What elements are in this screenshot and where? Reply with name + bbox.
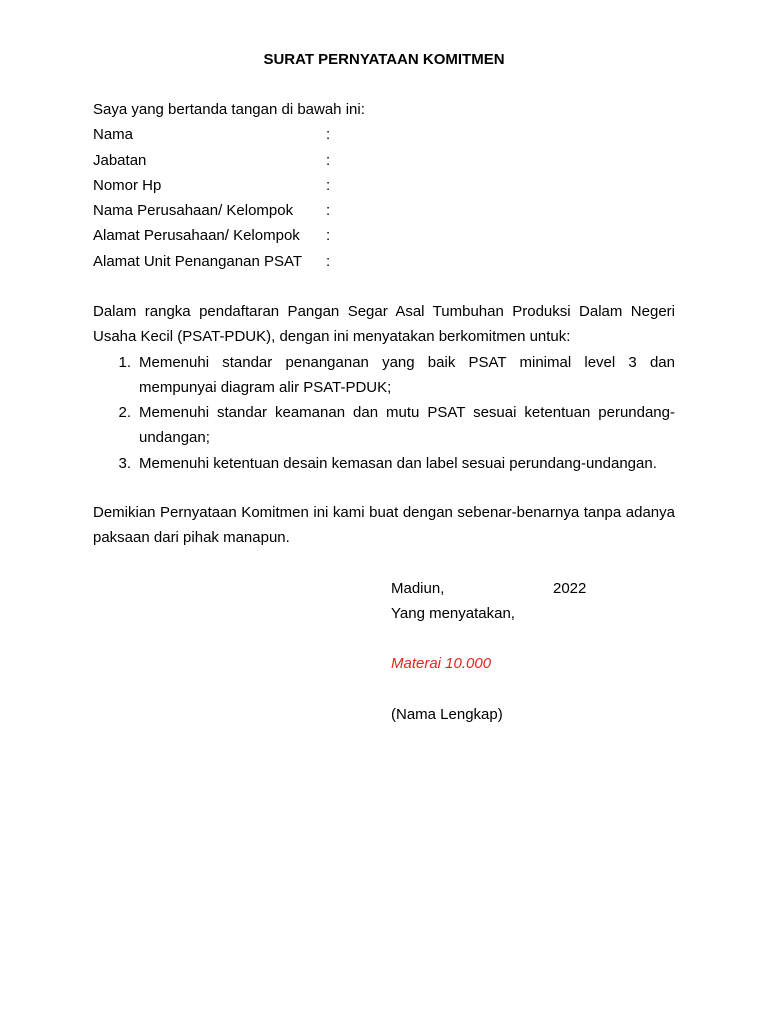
- field-row-nama: [93, 122, 675, 147]
- list-item: [93, 400, 675, 451]
- list-item: [93, 451, 675, 476]
- list-item: [93, 350, 675, 401]
- list-text: Memenuhi ketentuan desain kemasan dan label sesuai perundang-undangan.: [139, 454, 657, 472]
- list-number: 2.: [118, 404, 131, 422]
- field-label: Jabatan: [93, 151, 147, 169]
- signature-city: Madiun,: [391, 580, 445, 597]
- field-row-alamat-perusahaan: [93, 223, 675, 248]
- document-title: SURAT PERNYATAAN KOMITMEN: [263, 51, 505, 68]
- field-colon: :: [326, 126, 331, 144]
- intro-text: Saya yang bertanda tangan di bawah ini:: [93, 101, 365, 118]
- commitment-section: [93, 299, 675, 476]
- field-colon: :: [326, 227, 331, 245]
- list-number: 1.: [118, 353, 131, 371]
- signature-place-date: [391, 576, 691, 601]
- signature-year: 2022: [553, 580, 587, 597]
- field-colon: :: [326, 202, 331, 220]
- field-colon: :: [326, 151, 331, 169]
- identity-section: [93, 97, 675, 274]
- field-label: Nomor Hp: [93, 176, 162, 194]
- field-label: Nama: [93, 126, 134, 144]
- list-text: Memenuhi standar keamanan dan mutu PSAT sesuai ketentuan perundang-undangan;: [139, 404, 675, 447]
- field-label: Alamat Unit Penanganan PSAT: [93, 252, 303, 270]
- list-number: 3.: [118, 454, 131, 472]
- field-label: Alamat Perusahaan/ Kelompok: [93, 227, 300, 245]
- stamp-duty-label: Materai 10.000: [391, 655, 492, 672]
- closing-paragraph: Demikian Pernyataan Komitmen ini kami buat dengan sebenar-benarnya tanpa adanya paksaan dari pihak manapun.: [93, 504, 675, 547]
- field-row-nomor-hp: [93, 173, 675, 198]
- closing-section: [93, 500, 675, 551]
- field-colon: :: [326, 252, 331, 270]
- field-row-jabatan: [93, 148, 675, 173]
- list-text: Memenuhi standar penanganan yang baik PSAT minimal level 3 dan mempunyai diagram alir PSAT-PDUK;: [139, 353, 675, 396]
- signature-declarant: Yang menyatakan,: [391, 605, 515, 622]
- commitment-intro-paragraph: Dalam rangka pendaftaran Pangan Segar Asal Tumbuhan Produksi Dalam Negeri Usaha Kecil (PSAT-PDUK), dengan ini menyatakan berkomitmen untuk:: [93, 303, 675, 346]
- field-label: Nama Perusahaan/ Kelompok: [93, 202, 294, 220]
- field-row-nama-perusahaan: [93, 198, 675, 223]
- commitment-list: [93, 350, 675, 476]
- signature-name: (Nama Lengkap): [391, 706, 503, 723]
- field-colon: :: [326, 176, 331, 194]
- field-row-alamat-unit: [93, 249, 675, 274]
